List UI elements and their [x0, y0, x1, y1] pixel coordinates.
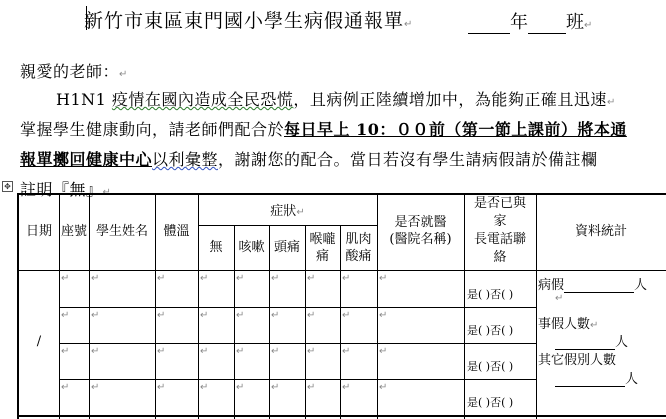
header-symptom-cough: 咳嗽 — [238, 240, 265, 255]
letter-line-2-a: 掌握學生健康動向，請老師們配合於 — [20, 120, 285, 139]
cell-mark-icon: ↵ — [157, 382, 166, 393]
cell-mark-icon: ↵ — [61, 273, 70, 284]
virus-name: H1N1 — [56, 90, 107, 109]
cell-mark-icon: ↵ — [307, 346, 316, 357]
header-symptom-muscle-ache — [340, 231, 377, 265]
sick-leave-label: 病假 — [538, 278, 565, 293]
cell-mark-icon: ↵ — [200, 310, 209, 321]
greeting-line — [20, 59, 128, 82]
parent-contact-yes-no[interactable]: 是( )否( ) — [467, 396, 514, 409]
deadline-time: 10：００前（第一節上課前）將本通 — [350, 120, 627, 139]
cell-mark-icon: ↵ — [61, 310, 70, 321]
paragraph-mark-icon: ↵ — [296, 207, 305, 218]
parent-contact-yes-no[interactable]: 是( )否( ) — [467, 324, 514, 337]
cell-mark-icon: ↵ — [555, 293, 564, 304]
cell-mark-icon: ↵ — [379, 273, 388, 284]
letter-line-2 — [20, 117, 627, 140]
paragraph-mark-icon: ↵ — [606, 97, 616, 108]
cell-mark-icon: ↵ — [307, 310, 316, 321]
paragraph-mark-icon: ↵ — [102, 187, 112, 198]
cell-mark-icon: ↵ — [307, 382, 316, 393]
cell-mark-icon: ↵ — [379, 346, 388, 357]
class-label: 班 — [566, 12, 584, 33]
cell-mark-icon: ↵ — [342, 273, 351, 284]
date-value[interactable]: / — [36, 334, 42, 349]
header-contact-2: 家 — [493, 214, 507, 229]
cell-mark-icon: ↵ — [91, 382, 100, 393]
cell-mark-icon: ↵ — [61, 346, 70, 357]
title-text: 新竹市東區東門國小學生病假通報單 — [84, 10, 405, 32]
letter-line-1 — [56, 87, 616, 110]
header-date: 日期 — [25, 224, 52, 239]
stat-other-leave — [538, 349, 616, 368]
header-medical — [377, 214, 464, 248]
cell-mark-icon: ↵ — [307, 273, 316, 284]
note-instruction: 註明『無』 — [20, 180, 103, 199]
cell-mark-icon: ↵ — [342, 382, 351, 393]
header-contact-4: 絡 — [493, 250, 507, 265]
other-leave-count[interactable] — [555, 373, 625, 387]
cell-mark-icon: ↵ — [236, 382, 245, 393]
cell-mark-icon: ↵ — [236, 310, 245, 321]
paragraph-mark-icon: ↵ — [119, 69, 128, 80]
letter-line-3-b: 以利彙整 — [152, 150, 219, 169]
stat-sick-leave — [538, 274, 647, 293]
cell-mark-icon: ↵ — [157, 310, 166, 321]
paragraph-mark-icon: ↵ — [584, 20, 593, 31]
cell-mark-icon: ↵ — [91, 310, 100, 321]
class-blank[interactable] — [528, 15, 566, 34]
personal-leave-label: 事假人數 — [538, 317, 591, 332]
parent-contact-yes-no[interactable]: 是( )否( ) — [467, 288, 514, 301]
cell-mark-icon: ↵ — [342, 310, 351, 321]
header-symptoms-text: 症狀 — [270, 204, 297, 219]
deadline-text: 每日早上 — [284, 120, 351, 139]
header-medical-2: (醫院名稱) — [389, 232, 452, 247]
header-symptom-headache: 頭痛 — [273, 240, 300, 255]
cell-mark-icon: ↵ — [271, 310, 280, 321]
cell-mark-icon: ↵ — [236, 346, 245, 357]
year-class-field — [468, 8, 592, 34]
page-title — [84, 6, 413, 33]
cell-mark-icon: ↵ — [379, 310, 388, 321]
year-label: 年 — [510, 12, 528, 33]
stat-other-leave-count — [555, 368, 638, 387]
cell-mark-icon: ↵ — [271, 346, 280, 357]
unit-label: 人 — [634, 278, 648, 293]
letter-line-3-c: ，謝謝您的配合。當日若沒有學生請病假請於備註欄 — [218, 150, 598, 169]
unit-label: 人 — [615, 335, 629, 350]
cell-mark-icon: ↵ — [271, 273, 280, 284]
paragraph-mark-icon: ↵ — [590, 320, 599, 331]
header-sore-throat-1: 喉嚨 — [309, 232, 336, 247]
header-sore-throat-2: 痛 — [315, 249, 329, 264]
header-contact-1: 是否已與 — [473, 196, 526, 211]
cell-mark-icon: ↵ — [200, 382, 209, 393]
personal-leave-count[interactable] — [555, 336, 615, 350]
stat-personal-leave-count — [555, 331, 628, 350]
cell-mark-icon: ↵ — [61, 382, 70, 393]
greeting-text: 親愛的老師： — [20, 62, 120, 81]
cell-mark-icon: ↵ — [157, 273, 166, 284]
cell-mark-icon: ↵ — [271, 382, 280, 393]
header-student-name: 學生姓名 — [95, 224, 148, 239]
cell-mark-icon: ↵ — [91, 273, 100, 284]
sick-leave-count[interactable] — [564, 279, 634, 293]
cell-mark-icon: ↵ — [91, 346, 100, 357]
sick-leave-table — [17, 193, 666, 419]
header-symptoms — [198, 203, 377, 221]
cell-mark-icon: ↵ — [200, 346, 209, 357]
year-blank[interactable] — [468, 15, 510, 34]
cell-mark-icon: ↵ — [200, 273, 209, 284]
header-seat: 座號 — [60, 224, 87, 239]
header-muscle-2: 酸痛 — [345, 249, 372, 264]
cell-mark-icon: ↵ — [157, 346, 166, 357]
unit-label: 人 — [625, 372, 639, 387]
header-muscle-1: 肌肉 — [345, 232, 372, 247]
paragraph-mark-icon: ↵ — [404, 19, 414, 30]
letter-line-3 — [20, 147, 598, 170]
header-parent-contact — [464, 195, 536, 267]
letter-line-1-a: 疫情在國內造成全民恐慌 — [111, 90, 294, 109]
parent-contact-yes-no[interactable]: 是( )否( ) — [467, 360, 514, 373]
header-stats: 資料統計 — [574, 224, 627, 239]
cell-mark-icon: ↵ — [236, 273, 245, 284]
table-move-handle-icon[interactable]: ✥ — [2, 181, 13, 192]
return-instruction: 報單擲回健康中心 — [20, 150, 153, 169]
stat-personal-leave — [538, 313, 598, 332]
header-symptom-none: 無 — [209, 240, 223, 255]
letter-line-1-b: ，且病例正陸續增加中，為能夠正確且迅速 — [293, 90, 607, 109]
header-contact-3: 長電話聯 — [473, 232, 526, 247]
header-symptom-sore-throat — [305, 231, 340, 265]
cell-mark-icon: ↵ — [379, 382, 388, 393]
other-leave-label: 其它假別人數 — [538, 353, 617, 368]
header-medical-1: 是否就醫 — [394, 215, 447, 230]
header-temperature: 體溫 — [163, 224, 190, 239]
cell-mark-icon: ↵ — [342, 346, 351, 357]
